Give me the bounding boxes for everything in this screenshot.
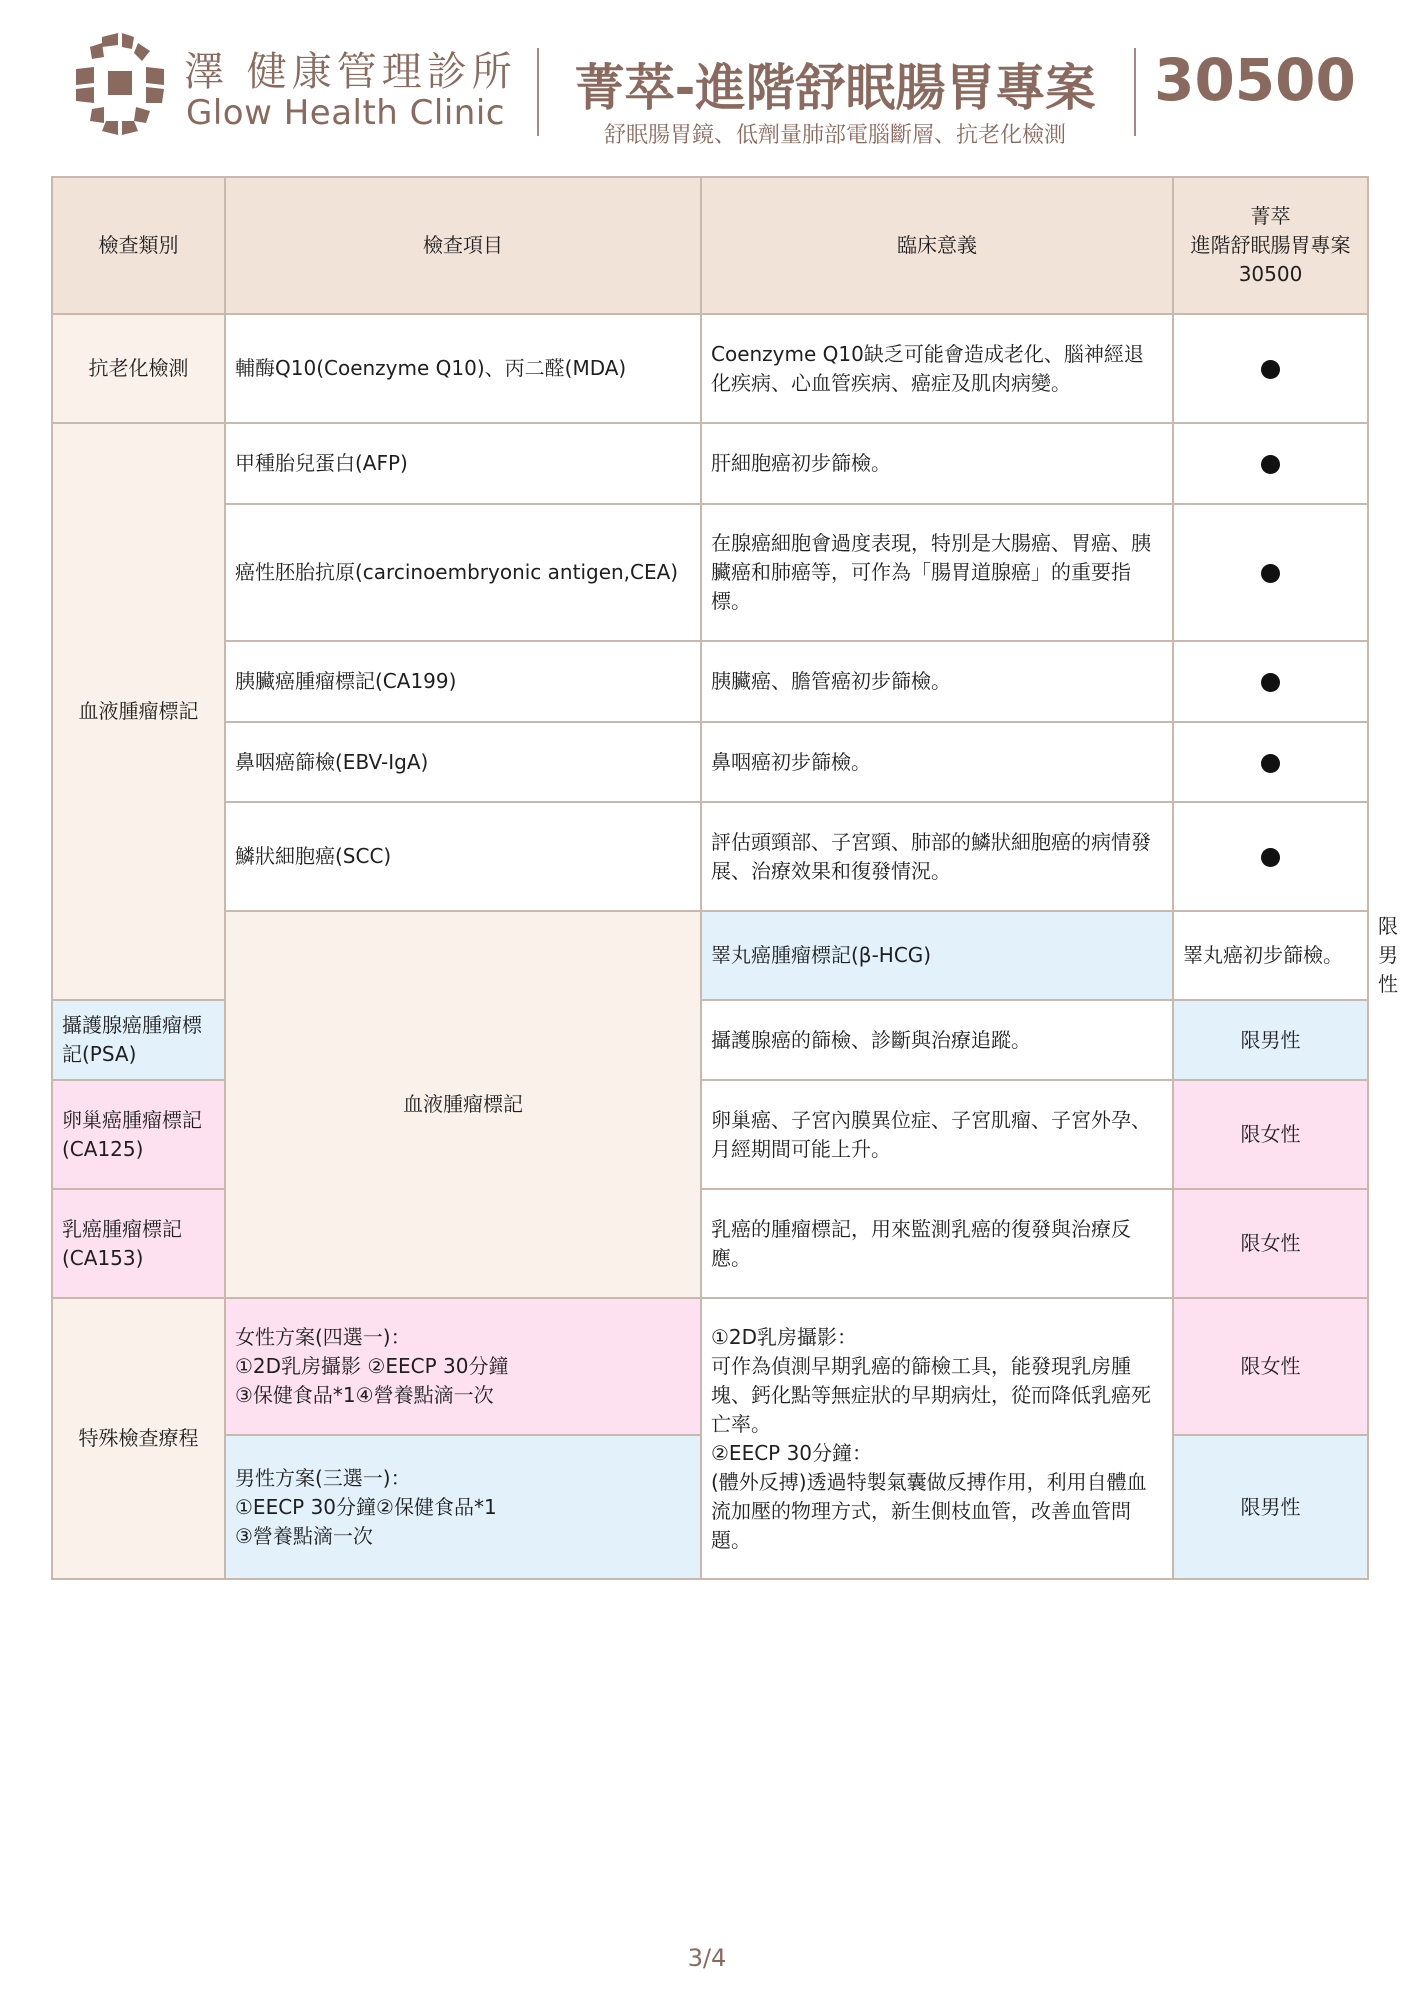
male-plan-line: ③營養點滴一次 xyxy=(235,1523,373,1548)
included-dot-icon xyxy=(1261,564,1280,583)
meaning-cell: 攝護腺癌的篩檢、診斷與治療追蹤。 xyxy=(701,1000,1173,1080)
page-number: 3/4 xyxy=(687,1944,727,1972)
meaning-cell: 評估頭頸部、子宮頸、肺部的鱗狀細胞癌的病情發展、治療效果和復發情況。 xyxy=(701,802,1173,911)
item-cell: 癌性胚胎抗原(carcinoembryonic antigen,CEA) xyxy=(225,504,701,641)
table-row xyxy=(52,314,1368,423)
category-cell: 血液腫瘤標記 xyxy=(52,423,225,1000)
meaning-cell: 睪丸癌初步篩檢。 xyxy=(1173,911,1368,1000)
meaning-cell: 胰臟癌、膽管癌初步篩檢。 xyxy=(701,641,1173,722)
plan-subtitle: 舒眠腸胃鏡、低劑量肺部電腦斷層、抗老化檢測 xyxy=(603,123,1066,148)
item-cell: 甲種胎兒蛋白(AFP) xyxy=(225,423,701,504)
item-cell: 胰臟癌腫瘤標記(CA199) xyxy=(225,641,701,722)
male-plan-title: 男性方案(三選一)： xyxy=(235,1465,411,1490)
plan-title: 菁萃-進階舒眠腸胃專案 xyxy=(574,59,1096,117)
table-row xyxy=(52,641,1368,722)
gender-limit-cell: 限女性 xyxy=(1173,1298,1368,1435)
clinic-name-zh: 澤 健康管理診所 xyxy=(184,49,517,95)
column-header-item: 檢查項目 xyxy=(225,177,701,314)
plan-header-line: 菁萃 xyxy=(1250,204,1291,228)
included-cell xyxy=(1173,314,1368,423)
male-plan-line: ①EECP 30分鐘②保健食品*1 xyxy=(235,1494,497,1519)
table-row xyxy=(52,802,1368,911)
included-dot-icon xyxy=(1261,754,1280,773)
header-divider xyxy=(537,48,539,136)
meaning-body: (體外反搏)透過特製氣囊做反搏作用，利用自體血流加壓的物理方式，新生側枝血管，改善血管問題。 xyxy=(711,1469,1147,1552)
item-cell: 鼻咽癌篩檢(EBV-IgA) xyxy=(225,722,701,802)
item-cell: 睪丸癌腫瘤標記(β-HCG) xyxy=(701,911,1173,1000)
item-cell: 輔酶Q10(Coenzyme Q10)、丙二醛(MDA) xyxy=(225,314,701,423)
meaning-subtitle: ②EECP 30分鐘： xyxy=(711,1440,873,1465)
table-row xyxy=(52,504,1368,641)
table-row: 血液腫瘤標記 睪丸癌腫瘤標記(β-HCG) 睪丸癌初步篩檢。 限男性 xyxy=(52,911,1368,1000)
exam-table xyxy=(51,176,1398,1580)
meaning-cell: 在腺癌細胞會過度表現，特別是大腸癌、胃癌、胰臟癌和肺癌等，可作為「腸胃道腺癌」的重要指標。 xyxy=(701,504,1173,641)
category-cell: 特殊檢查療程 xyxy=(52,1298,225,1579)
plan-price: 30500 xyxy=(1154,46,1356,114)
included-cell xyxy=(1173,641,1368,722)
female-plan-line: ①2D乳房攝影 ②EECP 30分鐘 xyxy=(235,1354,509,1378)
item-cell: 鱗狀細胞癌(SCC) xyxy=(225,802,701,911)
page-header xyxy=(0,0,1414,175)
header-divider xyxy=(1134,48,1136,136)
item-cell: 卵巢癌腫瘤標記(CA125) xyxy=(52,1080,225,1189)
included-cell xyxy=(1173,504,1368,641)
meaning-cell: 乳癌的腫瘤標記，用來監測乳癌的復發與治療反應。 xyxy=(701,1189,1173,1298)
male-plan-cell xyxy=(225,1435,701,1579)
table-row xyxy=(52,1298,1368,1435)
column-header-meaning: 臨床意義 xyxy=(701,177,1173,314)
meaning-subtitle: ①2D乳房攝影： xyxy=(711,1324,858,1349)
included-dot-icon xyxy=(1261,673,1280,692)
included-dot-icon xyxy=(1261,360,1280,379)
included-dot-icon xyxy=(1261,848,1280,867)
gender-limit-cell: 限男性 xyxy=(1173,1435,1368,1579)
female-plan-title: 女性方案(四選一)： xyxy=(235,1325,411,1349)
table-row xyxy=(52,722,1368,802)
clinic-logo-icon xyxy=(72,33,168,135)
meaning-body: 可作為偵測早期乳癌的篩檢工具，能發現乳房腫塊、鈣化點等無症狀的早期病灶，從而降低乳癌死亡率。 xyxy=(711,1353,1151,1436)
female-plan-line: ③保健食品*1④營養點滴一次 xyxy=(235,1383,494,1407)
category-cell: 血液腫瘤標記 xyxy=(225,911,701,1298)
meaning-cell: 鼻咽癌初步篩檢。 xyxy=(701,722,1173,802)
plan-header-line: 進階舒眠腸胃專案 xyxy=(1190,233,1351,257)
included-cell xyxy=(1173,722,1368,802)
meaning-cell: 肝細胞癌初步篩檢。 xyxy=(701,423,1173,504)
column-header-plan xyxy=(1173,177,1368,314)
clinic-name-en: Glow Health Clinic xyxy=(186,93,505,133)
meaning-cell: Coenzyme Q10缺乏可能會造成老化、腦神經退化疾病、心血管疾病、癌症及肌肉病變。 xyxy=(701,314,1173,423)
plan-header-line: 30500 xyxy=(1238,262,1303,286)
table-row xyxy=(52,423,1368,504)
column-header-category: 檢查類別 xyxy=(52,177,225,314)
item-cell: 攝護腺癌腫瘤標記(PSA) xyxy=(52,1000,225,1080)
table-header-row xyxy=(52,177,1368,314)
included-cell xyxy=(1173,802,1368,911)
meaning-cell: 卵巢癌、子宮內膜異位症、子宮肌瘤、子宮外孕、月經期間可能上升。 xyxy=(701,1080,1173,1189)
category-cell: 抗老化檢測 xyxy=(52,314,225,423)
gender-limit-cell: 限女性 xyxy=(1173,1189,1368,1298)
gender-limit-cell: 限男性 xyxy=(1173,1000,1368,1080)
included-cell xyxy=(1173,423,1368,504)
special-meaning-cell xyxy=(701,1298,1173,1579)
female-plan-cell xyxy=(225,1298,701,1435)
included-dot-icon xyxy=(1261,455,1280,474)
gender-limit-cell: 限女性 xyxy=(1173,1080,1368,1189)
item-cell: 乳癌腫瘤標記(CA153) xyxy=(52,1189,225,1298)
